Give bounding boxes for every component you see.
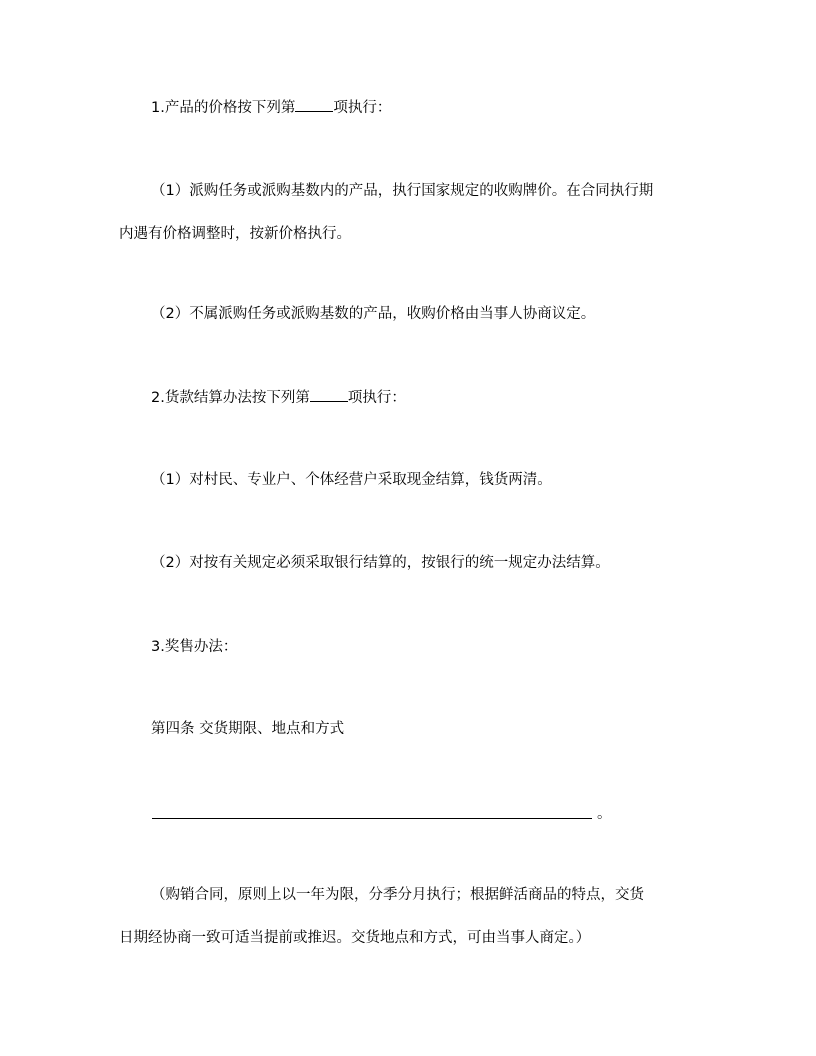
bonus-sales-clause: 3.奖售办法：	[151, 639, 238, 655]
settlement-option-2: （2）对按有关规定必须采取银行结算的，按银行的统一规定办法结算。	[151, 555, 610, 571]
delivery-note-line-1: （购销合同，原则上以一年为限，分季分月执行；根据鲜活商品的特点，交货	[151, 887, 644, 903]
settlement-option-blank	[310, 387, 348, 402]
price-option-1-line-1: （1）派购任务或派购基数内的产品，执行国家规定的收购牌价。在合同执行期	[151, 183, 654, 199]
delivery-fill-line	[152, 818, 592, 819]
price-clause	[151, 97, 391, 118]
price-option-1-line-2: 内遇有价格调整时，按新价格执行。	[119, 226, 351, 242]
settlement-clause	[151, 387, 406, 408]
delivery-fill-period: 。	[597, 806, 612, 822]
price-option-2: （2）不属派购任务或派购基数的产品，收购价格由当事人协商议定。	[151, 306, 596, 322]
article-4-heading: 第四条 交货期限、地点和方式	[151, 721, 345, 737]
settlement-clause-prefix: 2.货款结算办法按下列第	[151, 390, 310, 406]
delivery-note-line-2: 日期经协商一致可适当提前或推迟。交货地点和方式，可由当事人商定。）	[119, 930, 591, 946]
settlement-option-1: （1）对村民、专业户、个体经营户采取现金结算，钱货两清。	[151, 472, 552, 488]
price-option-blank	[295, 97, 333, 112]
price-clause-suffix: 项执行：	[333, 100, 392, 116]
price-clause-prefix: 1.产品的价格按下列第	[151, 100, 296, 116]
settlement-clause-suffix: 项执行：	[347, 390, 406, 406]
